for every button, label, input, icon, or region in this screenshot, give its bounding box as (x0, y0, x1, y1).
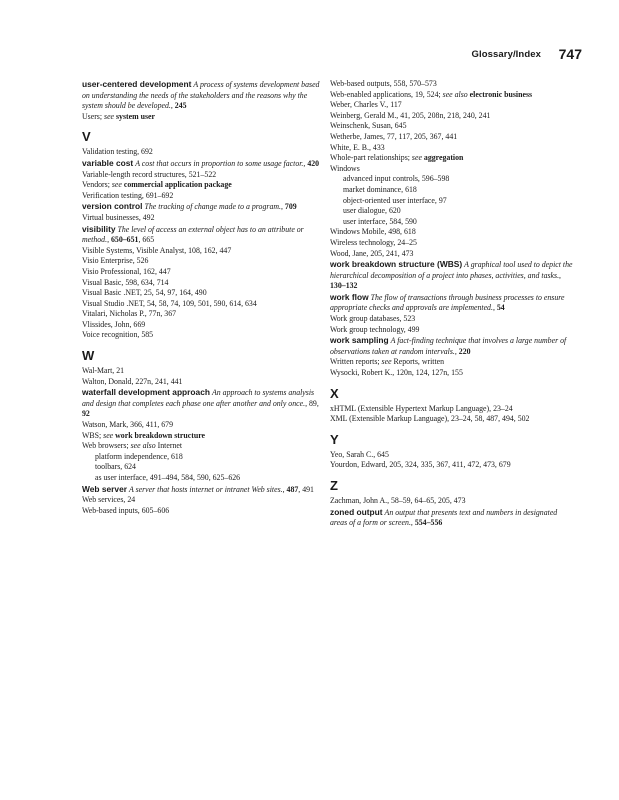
index-entry: Virtual businesses, 492 (82, 212, 155, 222)
index-entry: XML (Extensible Markup Language), 23–24, 58, 487, 494, 502 (330, 414, 530, 424)
index-entry: Weinberg, Gerald M., 41, 205, 208n, 218, 240, 241 (330, 110, 491, 120)
index-entry: Visual Basic, 598, 634, 714 (82, 277, 169, 287)
index-entry: Wireless technology, 24–25 (330, 237, 417, 247)
left-column (82, 79, 324, 516)
index-subentry: toolbars, 624 (95, 462, 136, 472)
index-entry: Web-based outputs, 558, 570–573 (330, 79, 437, 88)
index-entry: Wysocki, Robert K., 120n, 124, 127n, 155 (330, 368, 463, 378)
index-entry: Written reports; see Reports, written (330, 357, 445, 367)
index-entry: Web-based inputs, 605–606 (82, 505, 170, 515)
glossary-entry: zoned output An output that presents text and numbers in designated areas of a form or screen., 554–556 (330, 506, 558, 528)
index-entry: Weinschenk, Susan, 645 (330, 121, 407, 131)
index-entry: Users; see system user (82, 111, 155, 121)
glossary-entry: variable cost A cost that occurs in proportion to some usage factor., 420 (82, 157, 320, 168)
glossary-term: user-centered development (82, 79, 192, 89)
page-ref: 554–556 (414, 518, 443, 528)
index-entry: Whole-part relationships; see aggregation (330, 153, 464, 163)
index-entry: Voice recognition, 585 (82, 330, 154, 340)
section-letter: Y (330, 431, 339, 447)
index-entry: Vitalari, Nicholas P., 77n, 367 (82, 309, 177, 319)
glossary-definition: A process of systems development based on understanding the needs of the stakeholders and the reasons why the system should be developed. (82, 80, 320, 111)
glossary-term: Web server (82, 483, 128, 494)
index-entry: Yourdon, Edward, 205, 324, 335, 367, 411, 472, 473, 679 (330, 460, 511, 470)
index-entry: Visual Basic .NET, 25, 54, 97, 164, 490 (82, 288, 207, 298)
glossary-definition: A server that hosts internet or intranet Web sites. (128, 484, 283, 494)
index-entry: Visio Professional, 162, 447 (82, 266, 171, 276)
running-title: Glossary/Index (471, 49, 541, 60)
index-entry: Visio Enterprise, 526 (82, 256, 149, 266)
index-subentry: platform independence, 618 (95, 451, 183, 461)
index-entry: Visual Studio .NET, 54, 58, 74, 109, 501, 590, 614, 634 (82, 298, 257, 308)
glossary-term: work sampling (330, 335, 389, 346)
glossary-entry: user-centered development A process of systems development based on understanding the needs of the stakeholders and the reasons why the system should be developed., 245 (82, 79, 320, 111)
index-entry: Wal-Mart, 21 (82, 366, 125, 376)
index-subentry: market dominance, 618 (343, 184, 417, 194)
index-entry: Zachman, John A., 58–59, 64–65, 205, 473 (330, 496, 466, 505)
glossary-term: zoned output (330, 506, 383, 517)
glossary-term: waterfall development approach (82, 387, 210, 398)
page-ref: 245 (174, 101, 187, 111)
index-entry: Windows (330, 163, 360, 173)
index-subentry: user interface, 584, 590 (343, 216, 417, 226)
index-subentry: user dialogue, 620 (343, 206, 401, 216)
glossary-definition: The flow of transactions through business processes to ensure appropriate checks and approvals are implemented. (330, 292, 565, 313)
glossary-term: work flow (330, 291, 369, 302)
index-entry: Wetherbe, James, 77, 117, 205, 367, 441 (330, 131, 458, 141)
index-entry: Validation testing, 692 (82, 147, 153, 157)
section-letter: Z (330, 478, 338, 493)
page-ref: 54 (496, 303, 505, 313)
page-number: 747 (558, 46, 582, 62)
glossary-entry: Web server A server that hosts internet or intranet Web sites., 487, 491 (82, 483, 314, 494)
index-subentry: as user interface, 491–494, 584, 590, 625–626 (95, 473, 241, 482)
page-ref: 220 (458, 346, 471, 356)
glossary-entry: visibility The level of access an external object has to an attribute or method., 650–651, 665 (82, 223, 304, 245)
running-header (0, 46, 619, 66)
index-entry: Windows Mobile, 498, 618 (330, 227, 416, 237)
index-subentry: object-oriented user interface, 97 (343, 195, 447, 205)
index-entry: WBS; see work breakdown structure (82, 430, 206, 440)
index-subentry: advanced input controls, 596–598 (343, 174, 450, 184)
page-ref: 709 (284, 202, 297, 212)
index-entry: Vlissides, John, 669 (82, 319, 146, 329)
index-entry: xHTML (Extensible Hypertext Markup Language), 23–24 (330, 403, 513, 413)
glossary-definition: The tracking of change made to a program. (144, 202, 281, 212)
index-entry: Work group databases, 523 (330, 314, 416, 324)
section-letter: X (330, 385, 339, 401)
glossary-definition: A graphical tool used to depict the hierarchical decomposition of a project into phases, activities, and tasks. (330, 260, 573, 280)
glossary-term: version control (82, 201, 143, 212)
index-entry: Work group technology, 499 (330, 324, 420, 334)
glossary-entry: version control The tracking of change made to a program., 709 (82, 201, 297, 212)
index-entry: Web services, 24 (82, 495, 136, 505)
page-ref: 650–651 (110, 235, 139, 245)
glossary-entry: waterfall development approach An approach to systems analysis and design that completes each phase one after another and only once., 89, 92 (82, 387, 319, 419)
index-entry: Web-enabled applications, 19, 524; see also electronic business (330, 89, 533, 99)
glossary-entry: work flow The flow of transactions through business processes to ensure appropriate checks and approvals are implemented., 54 (330, 291, 565, 313)
glossary-definition: A fact-finding technique that involves a large number of observations taken at random intervals. (330, 336, 567, 356)
glossary-term: variable cost (82, 157, 134, 168)
index-entry: Web browsers; see also Internet (82, 441, 183, 451)
glossary-definition: An output that presents text and numbers in designated areas of a form or screen. (330, 507, 558, 528)
index-entry: Walton, Donald, 227n, 241, 441 (82, 376, 183, 386)
section-letter: V (82, 129, 91, 145)
index-entry: Watson, Mark, 366, 411, 679 (82, 420, 174, 430)
page-ref: 487 (286, 484, 299, 494)
index-entry: Variable-length record structures, 521–522 (82, 169, 217, 179)
index-entry: Vendors; see commercial application package (82, 180, 232, 190)
glossary-definition: The level of access an external object has to an attribute or method. (82, 224, 304, 245)
index-entry: Yeo, Sarah C., 645 (330, 449, 389, 459)
index-entry: Wood, Jane, 205, 241, 473 (330, 248, 414, 258)
glossary-entry: work breakdown structure (WBS) A graphical tool used to depict the hierarchical decomposition of a project into phases, activities, and tasks., 130–132 (330, 259, 573, 291)
index-entry: Verification testing, 691–692 (82, 190, 174, 200)
glossary-definition: An approach to systems analysis and design that completes each phase one after another and only once. (82, 388, 315, 408)
glossary-term: work breakdown structure (WBS) (330, 259, 463, 270)
page-ref: 92 (82, 409, 90, 419)
index-entry: White, E. B., 433 (330, 142, 385, 152)
right-column (330, 79, 576, 529)
page-ref: 130–132 (330, 281, 358, 291)
glossary-definition: A cost that occurs in proportion to some usage factor. (135, 158, 304, 168)
glossary-term: visibility (82, 223, 116, 234)
glossary-entry: work sampling A fact-finding technique that involves a large number of observations taken at random intervals., 220 (330, 335, 567, 356)
index-entry: Visible Systems, Visible Analyst, 108, 162, 447 (82, 245, 232, 255)
section-letter: W (82, 348, 95, 364)
index-entry: Weber, Charles V., 117 (330, 100, 402, 110)
page-ref: 420 (307, 158, 320, 168)
